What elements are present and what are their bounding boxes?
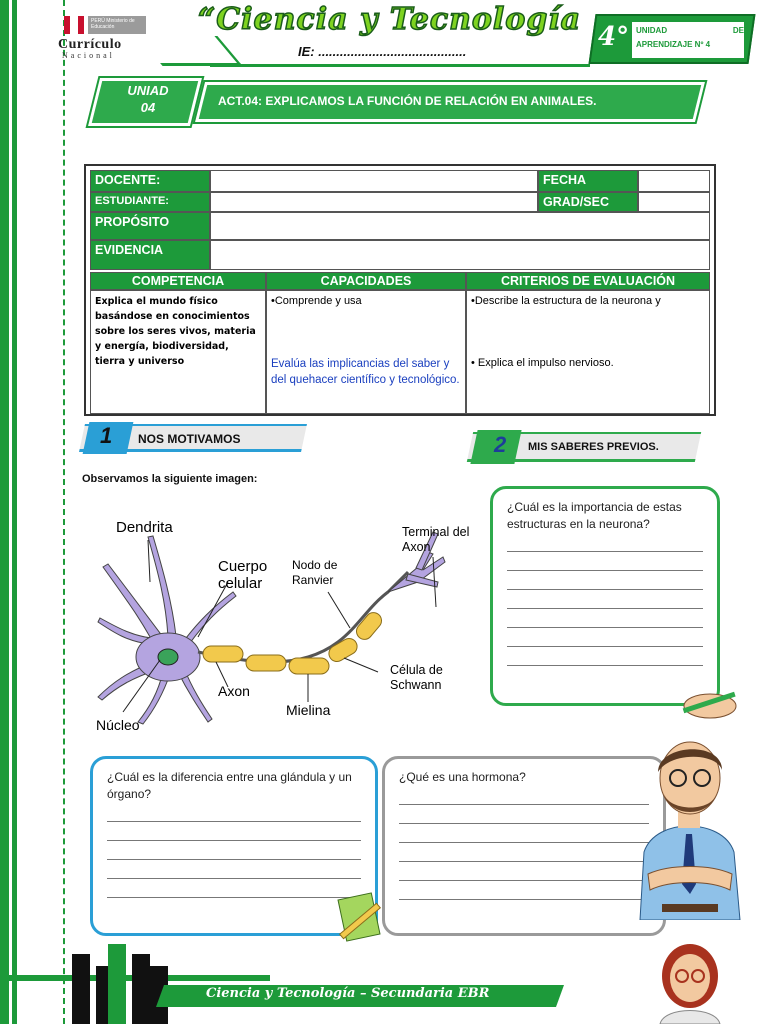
label-nodo-ranvier — [292, 558, 337, 588]
unit-label-line2: APRENDIZAJE Nº 4 — [636, 40, 711, 49]
docente-field[interactable] — [210, 170, 538, 192]
section2-number: 2 — [494, 432, 507, 457]
answer-lines-3[interactable] — [399, 804, 649, 900]
section1-label: NOS MOTIVAMOS — [138, 432, 241, 446]
nucleus — [158, 649, 178, 665]
label-celular: celular — [218, 575, 263, 592]
fecha-field[interactable] — [638, 170, 710, 192]
question-box-1 — [490, 486, 720, 706]
criterios-cell — [466, 290, 710, 414]
info-table — [84, 164, 716, 416]
criterio-2: • Explica el impulso nervioso. — [471, 357, 614, 369]
competencia-text: Explica el mundo físico basándose en conocimientos sobre los seres vivos, materia y energía, biodiversidad, tierra y universo — [90, 290, 266, 414]
section1-number: 1 — [100, 423, 113, 448]
question-1-text: ¿Cuál es la importancia de estas estructuras en la neurona? — [507, 500, 682, 531]
myelin-segment — [326, 636, 360, 665]
uniad-word: UNIAD — [127, 83, 169, 98]
dashed-margin-line — [63, 0, 65, 1024]
peru-flag-icon — [64, 16, 84, 34]
gradsec-label: GRAD/SEC — [538, 192, 638, 212]
section2-label: MIS SABERES PREVIOS. — [528, 441, 659, 453]
fecha-label: FECHA — [538, 170, 638, 192]
evidencia-field[interactable] — [210, 240, 710, 270]
curriculum-subtitle: Nacional — [62, 51, 115, 60]
label-schwann: Schwann — [390, 678, 442, 692]
unit-word: UNIDAD — [636, 26, 668, 35]
hand-writing-icon — [672, 686, 742, 722]
ie-field[interactable]: IE: ......................................... — [298, 44, 467, 59]
evidencia-label: EVIDENCIA — [90, 240, 210, 270]
capacidades-header: CAPACIDADES — [266, 272, 466, 290]
curriculum-title: Currículo — [58, 37, 122, 52]
proposito-label: PROPÓSITO — [90, 212, 210, 240]
myelin-segment — [246, 655, 286, 671]
estudiante-label: ESTUDIANTE: — [90, 192, 210, 212]
dendrite-branch — [183, 592, 236, 646]
answer-lines-2[interactable] — [107, 821, 361, 898]
label-celula-schwann — [390, 663, 443, 693]
uniad-number: 04 — [140, 100, 156, 115]
ministry-label: PERÚ Ministerio de Educación — [88, 16, 146, 34]
footer-text: Ciencia y Tecnología – Secundaria EBR — [206, 986, 490, 1001]
header-divider — [210, 64, 590, 67]
label-terminal-axon — [402, 525, 469, 555]
label-nodo: Nodo de — [292, 558, 338, 572]
answer-lines-1[interactable] — [507, 551, 703, 666]
docente-label: DOCENTE: — [90, 170, 210, 192]
student-character-illustration — [650, 942, 730, 1024]
activity-title: ACT.04: EXPLICAMOS LA FUNCIÓN DE RELACIÓN EN ANIMALES. — [218, 94, 597, 108]
label-dendrita: Dendrita — [116, 519, 173, 536]
footer-columns-graphic — [72, 944, 168, 1024]
label-celula: Célula de — [390, 663, 443, 677]
proposito-field[interactable] — [210, 212, 710, 240]
unit-word-de: DE — [732, 26, 744, 35]
label-axon: Axon — [218, 683, 250, 699]
competencia-header: COMPETENCIA — [90, 272, 266, 290]
capacidad-1: •Comprende y usa — [271, 295, 362, 307]
question-box-3 — [382, 756, 666, 936]
left-green-bar-thin — [12, 0, 17, 1024]
label-ranvier: Ranvier — [292, 573, 334, 587]
observe-instruction: Observamos la siguiente imagen: — [82, 473, 258, 485]
question-3-text: ¿Qué es una hormona? — [399, 770, 526, 784]
left-green-bar — [0, 0, 9, 1024]
teacher-character-illustration — [630, 734, 748, 920]
label-cuerpo-celular — [218, 558, 267, 592]
question-2-text: ¿Cuál es la diferencia entre una glándula y un órgano? — [107, 770, 352, 801]
myelin-segment — [203, 646, 243, 662]
page-title: “Ciencia y Tecnología — [198, 2, 582, 37]
estudiante-field[interactable] — [210, 192, 538, 212]
pencil-notebook-icon — [332, 888, 388, 944]
label-mielina: Mielina — [286, 702, 331, 718]
label-nucleo: Núcleo — [96, 717, 140, 733]
header-slant-line — [137, 36, 242, 66]
unit-label-line1 — [636, 26, 744, 35]
label-cuerpo: Cuerpo — [218, 558, 268, 575]
capacidad-2: Evalúa las implicancias del saber y del quehacer científico y tecnológico. — [271, 358, 460, 386]
criterios-header: CRITERIOS DE EVALUACIÓN — [466, 272, 710, 290]
grade-number: 4° — [598, 22, 630, 52]
label-terminal: Terminal del — [402, 525, 470, 539]
uniad-label — [118, 82, 178, 116]
label-terminal-axon-word: Axon — [402, 540, 431, 554]
criterio-1: •Describe la estructura de la neurona y — [471, 295, 661, 307]
myelin-segment — [353, 609, 385, 642]
capacidades-cell — [266, 290, 466, 414]
myelin-segment — [289, 658, 329, 674]
gradsec-field[interactable] — [638, 192, 710, 212]
